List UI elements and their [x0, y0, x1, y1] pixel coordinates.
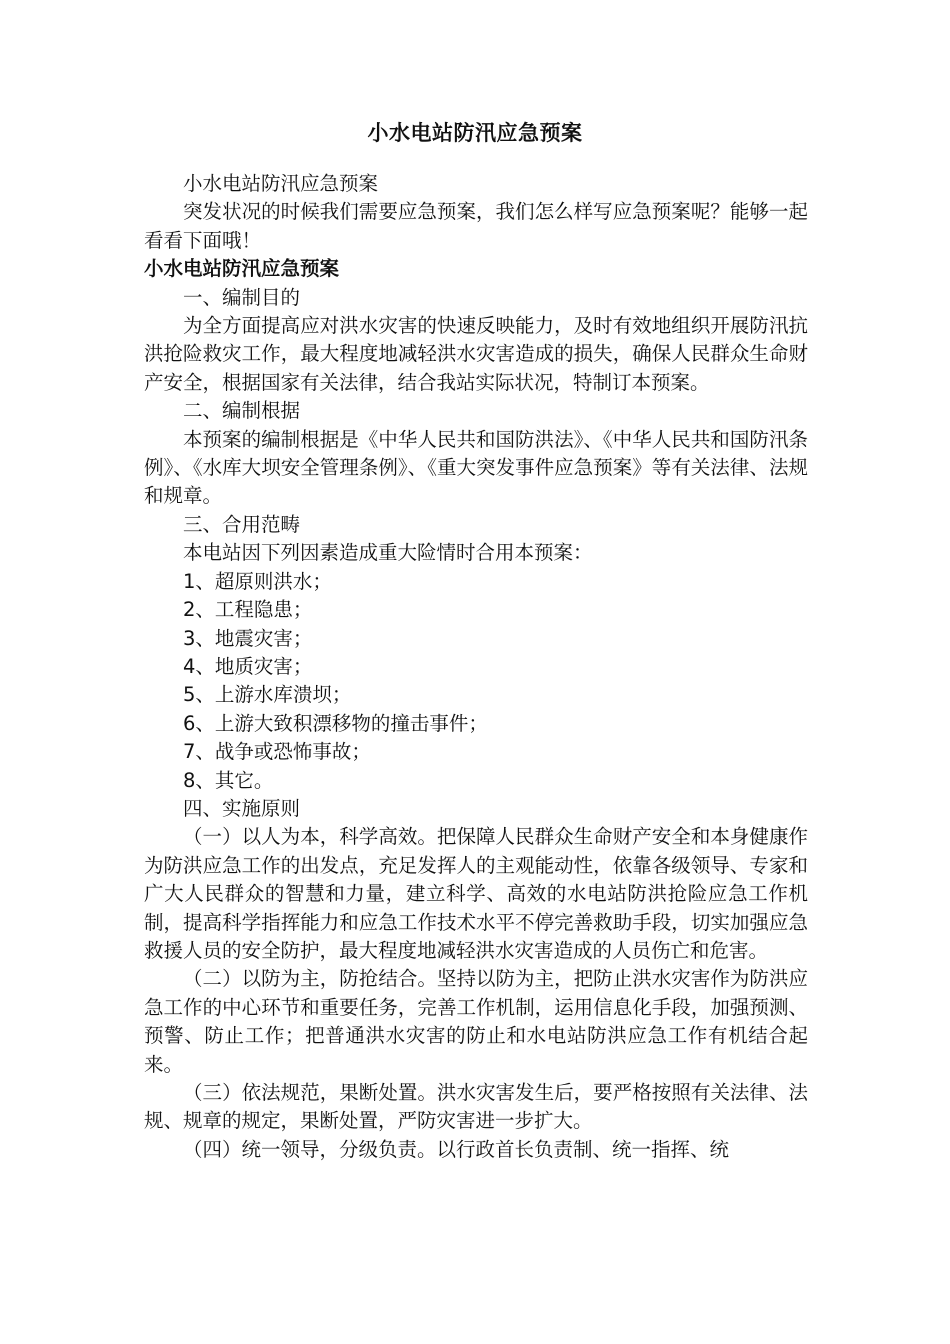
- section-4-title: 四、实施原则: [183, 796, 301, 820]
- section-3-title: 三、合用范畴: [183, 512, 301, 536]
- list-item: 3、地震灾害；: [183, 626, 313, 650]
- intro-paragraph: 突发状况的时候我们需要应急预案，我们怎么样写应急预案呢？能够一起看看下面哦！: [144, 200, 808, 252]
- list-item: 2、工程隐患；: [183, 598, 313, 622]
- intro-title-line: 小水电站防汛应急预案: [183, 172, 379, 195]
- section-2-title: 二、编制根据: [183, 399, 301, 423]
- list-item: 1、超原则洪水；: [183, 569, 332, 593]
- list-item: 4、地质灾害；: [183, 654, 313, 678]
- section-2-paragraph: 本预案的编制根据是《中华人民共和国防洪法》、《中华人民共和国防汛条例》、《水库大坝安全管理条例》、《重大突发事件应急预案》等有关法律、法规和规章。: [144, 427, 808, 508]
- section-1-paragraph: 为全方面提高应对洪水灾害的快速反映能力，及时有效地组织开展防汛抗洪抢险救灾工作，最大程度地减轻洪水灾害造成的损失，确保人民群众生命财产安全，根据国家有关法律，结合我站实际状况，特制订本预案。: [144, 314, 808, 394]
- list-item: 7、战争或恐怖事故；: [183, 740, 371, 764]
- list-item: 5、上游水库溃坝；: [183, 683, 352, 707]
- section-1-title: 一、编制目的: [183, 285, 301, 309]
- document-title: 小水电站防汛应急预案: [367, 121, 583, 145]
- document-body: [144, 170, 808, 1164]
- plan-heading: 小水电站防汛应急预案: [144, 257, 340, 281]
- section-4-paragraph-4: （四）统一领导，分级负责。以行政首长负责制、统一指挥、统: [183, 1137, 730, 1161]
- section-4-paragraph-1: （一）以人为本，科学高效。把保障人民群众生命财产安全和本身健康作为防洪应急工作的出发点，充足发挥人的主观能动性，依靠各级领导、专家和广大人民群众的智慧和力量，建立科学、高效的水电站防洪抢险应急工作机制，提高科学指挥能力和应急工作技术水平不停完善救助手段，切实加强应急救援人员的安全防护，最大程度地减轻洪水灾害造成的人员伤亡和危害。: [144, 825, 808, 962]
- list-item: 6、上游大致积漂移物的撞击事件；: [183, 711, 488, 735]
- section-4-paragraph-2: （二）以防为主，防抢结合。坚持以防为主，把防止洪水灾害作为防洪应急工作的中心环节和重要任务，完善工作机制，运用信息化手段，加强预测、预警、防止工作；把普通洪水灾害的防止和水电站防洪应急工作有机结合起来。: [144, 967, 808, 1076]
- section-4-paragraph-3: （三）依法规范，果断处置。洪水灾害发生后，要严格按照有关法律、法规、规章的规定，果断处置，严防灾害进一步扩大。: [144, 1081, 808, 1133]
- section-3-paragraph: 本电站因下列因素造成重大险情时合用本预案：: [183, 541, 593, 565]
- list-item: 8、其它。: [183, 768, 274, 792]
